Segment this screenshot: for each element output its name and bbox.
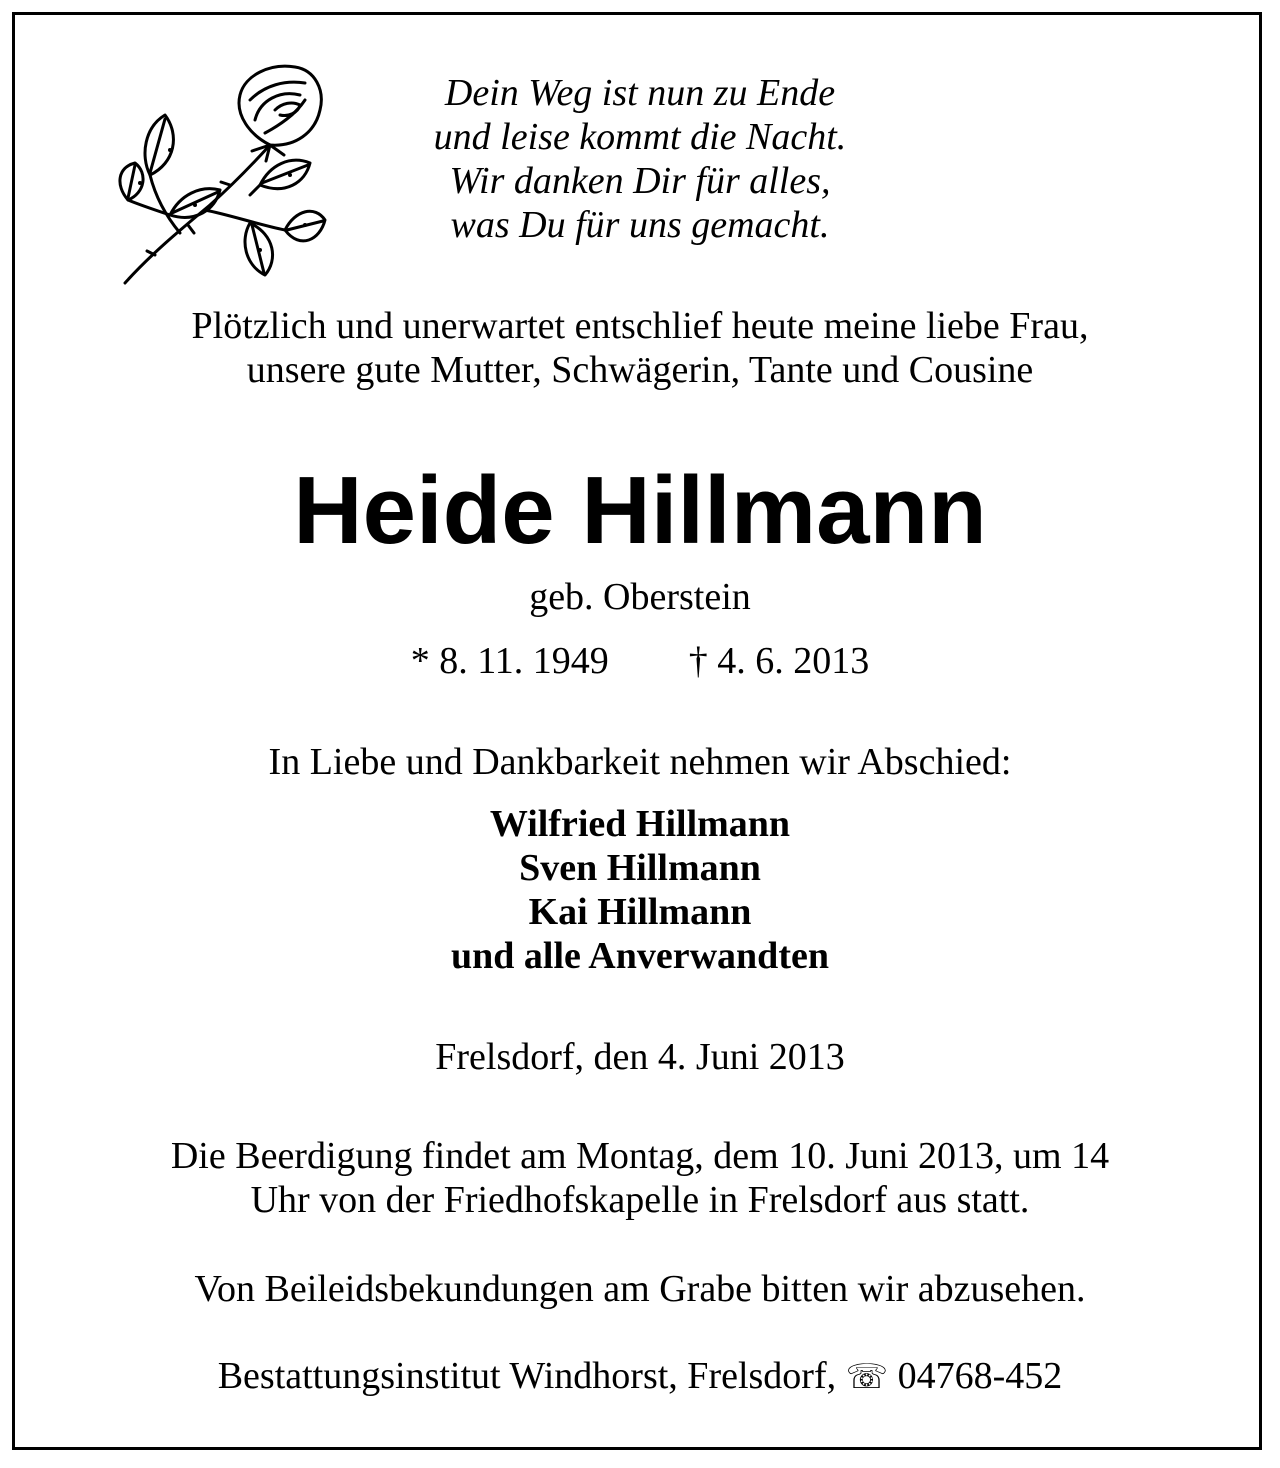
rose-icon xyxy=(110,55,335,290)
farewell-text: In Liebe und Dankbarkeit nehmen wir Abschied: xyxy=(268,741,1012,783)
deceased-name: Heide Hillmann xyxy=(293,457,987,564)
verse-line: was Du für uns gemacht. xyxy=(450,204,830,246)
verse-line: Wir danken Dir für alles, xyxy=(449,160,831,202)
maiden-name: geb. Oberstein xyxy=(529,576,751,618)
telephone-icon: ☏ xyxy=(845,1357,889,1397)
funeral-line: Uhr von der Friedhofskapelle in Frelsdorf aus statt. xyxy=(250,1179,1030,1221)
funeral-line: Die Beerdigung findet am Montag, dem 10. Juni 2013, um 14 xyxy=(170,1135,1110,1177)
mourner-name: Wilfried Hillmann xyxy=(489,803,791,845)
intro-line: Plötzlich und unerwartet entschlief heute meine liebe Frau, xyxy=(191,305,1089,347)
mourner-name: Kai Hillmann xyxy=(528,891,752,933)
verse-line: und leise kommt die Nacht. xyxy=(433,116,847,158)
place-date: Frelsdorf, den 4. Juni 2013 xyxy=(435,1036,845,1078)
mourner-name: und alle Anverwandten xyxy=(451,935,829,977)
life-dates xyxy=(0,639,1280,683)
birth-date: * 8. 11. 1949 xyxy=(410,640,609,682)
undertaker-name: Bestattungsinstitut Windhorst, Frelsdorf, xyxy=(217,1355,837,1397)
verse-line: Dein Weg ist nun zu Ende xyxy=(444,72,836,114)
death-date: † 4. 6. 2013 xyxy=(688,640,870,682)
condolence-note: Von Beileidsbekundungen am Grabe bitten wir abzusehen. xyxy=(194,1268,1086,1310)
phone-number: 04768-452 xyxy=(897,1355,1063,1397)
undertaker-line xyxy=(0,1354,1280,1399)
intro-line: unsere gute Mutter, Schwägerin, Tante und Cousine xyxy=(246,349,1034,391)
mourner-name: Sven Hillmann xyxy=(519,847,761,889)
